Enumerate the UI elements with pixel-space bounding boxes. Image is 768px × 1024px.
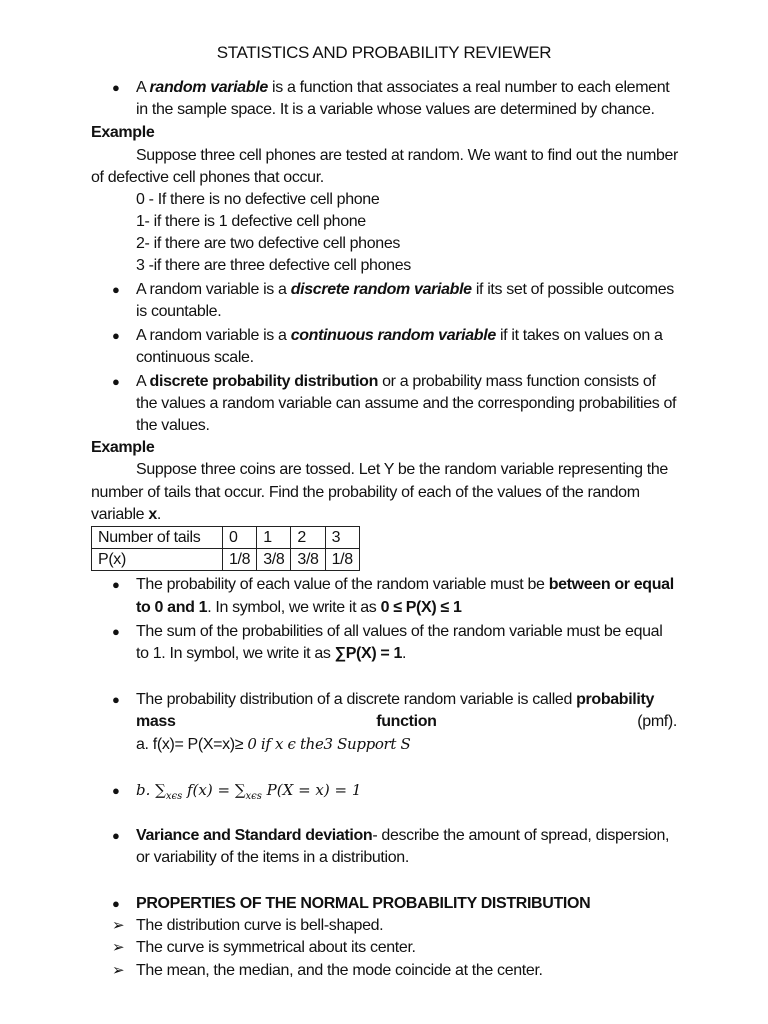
pmf-a-math: 0 𝑖𝑓 𝑥 𝜖 𝑡ℎ𝑒3 𝑆𝑢𝑝𝑝𝑜𝑟𝑡 𝑆 — [247, 735, 411, 753]
bullet-icon: ● — [112, 896, 120, 911]
bullet-icon: ● — [112, 624, 120, 639]
example-heading: Example — [91, 124, 155, 141]
variance-line1 — [136, 825, 669, 847]
rule2-formula: ∑P(X) = 1 — [334, 645, 403, 662]
discrete-rv-definition — [136, 279, 674, 301]
formula-b-sub1: 𝑥𝜖𝑠 — [165, 791, 183, 803]
probability-table — [91, 526, 360, 571]
variance-line2: or variability of the items in a distribution. — [136, 849, 409, 866]
formula-b-end: 𝑃(𝑋 = 𝑥) = 1 — [261, 781, 362, 799]
pmf-bold1: probability — [576, 691, 655, 708]
normal-property-2: The curve is symmetrical about its center. — [136, 939, 416, 956]
example2-line2: number of tails that occur. Find the probability of each of the values of the random — [91, 484, 640, 501]
formula-b — [136, 779, 361, 808]
bullet-icon: ● — [112, 783, 120, 798]
case-1: 1- if there is 1 defective cell phone — [136, 213, 366, 230]
bullet-icon: ● — [112, 374, 120, 389]
random-variable-definition — [136, 77, 669, 99]
rule1-pre: The probability of each value of the random variable must be — [136, 576, 549, 593]
example1-line2: of defective cell phones that occur. — [91, 169, 324, 186]
table-cell: 3/8 — [257, 549, 291, 571]
pmf-line2 — [136, 711, 677, 733]
table-row — [92, 549, 360, 571]
table-header-cell: P(x) — [92, 549, 223, 571]
table-cell: 0 — [223, 527, 257, 549]
continuous-def-term: continuous random variable — [290, 327, 496, 344]
discrete-def-term: discrete random variable — [290, 281, 472, 298]
pmf-a-pre: a. f(x)= P(X=x)≥ — [136, 736, 248, 753]
rule1-mid: . In symbol, we write it as — [207, 599, 381, 616]
pmf-bold2: mass — [136, 713, 176, 730]
rv-def-post: is a function that associates a real number to each element — [267, 79, 670, 96]
bullet-icon: ● — [112, 828, 120, 843]
pmf-post: (pmf). — [637, 713, 677, 730]
rv-def-line2: in the sample space. It is a variable whose values are determined by chance. — [136, 101, 655, 118]
table-cell: 2 — [291, 527, 325, 549]
dist-def-line3: the values. — [136, 417, 210, 434]
dist-def-post: or a probability mass function consists of — [378, 373, 656, 390]
bullet-icon: ● — [112, 282, 120, 297]
rule2-line2 — [136, 643, 406, 665]
variance-term: Variance and Standard deviation — [136, 827, 373, 844]
rule1-formula: 0 ≤ P(X) ≤ 1 — [380, 599, 462, 616]
continuous-def-post: if it takes on values on a — [495, 327, 663, 344]
table-cell: 1/8 — [325, 549, 359, 571]
arrow-bullet-icon: ➢ — [112, 917, 125, 934]
arrow-bullet-icon: ➢ — [112, 939, 125, 956]
pmf-line1 — [136, 689, 654, 711]
rule2-pre: to 1. In symbol, we write it as — [136, 645, 335, 662]
table-cell: 1/8 — [223, 549, 257, 571]
bullet-icon: ● — [112, 80, 120, 95]
bullet-icon: ● — [112, 577, 120, 592]
pmf-formula-a — [136, 733, 410, 756]
page-title: STATISTICS AND PROBABILITY REVIEWER — [216, 43, 552, 62]
rv-def-pre: A — [136, 79, 150, 96]
table-row — [92, 527, 360, 549]
normal-heading: PROPERTIES OF THE NORMAL PROBABILITY DISTRIBUTION — [136, 895, 591, 912]
rule2-post: . — [402, 645, 407, 662]
example1-line1: Suppose three cell phones are tested at random. We want to find out the number — [136, 147, 678, 164]
rule1-bold2: to 0 and 1 — [136, 599, 208, 616]
bullet-icon: ● — [112, 328, 120, 343]
arrow-bullet-icon: ➢ — [112, 962, 125, 979]
example2-line3-pre: variable — [91, 506, 149, 523]
formula-b-mid: 𝑓(𝑥) = ∑ — [182, 781, 246, 799]
distribution-definition — [136, 371, 656, 393]
case-2: 2- if there are two defective cell phones — [136, 235, 401, 252]
continuous-rv-definition — [136, 325, 663, 347]
example-heading: Example — [91, 439, 155, 456]
rule1-line1 — [136, 574, 674, 596]
discrete-def-line2: is countable. — [136, 303, 222, 320]
discrete-def-pre: A random variable is a — [136, 281, 291, 298]
continuous-def-pre: A random variable is a — [136, 327, 291, 344]
example2-line1: Suppose three coins are tossed. Let Y be the random variable representing the — [136, 461, 668, 478]
formula-b-sum1: 𝑏. ∑ — [136, 781, 166, 799]
formula-b-sub2: 𝑥𝜖𝑠 — [245, 791, 262, 803]
case-0: 0 - If there is no defective cell phone — [136, 191, 380, 208]
example2-line3-post: . — [156, 506, 161, 523]
table-cell: 3/8 — [291, 549, 325, 571]
rule2-line1: The sum of the probabilities of all values of the random variable must be equal — [136, 623, 663, 640]
normal-property-1: The distribution curve is bell-shaped. — [136, 917, 384, 934]
table-cell: 1 — [257, 527, 291, 549]
table-header-cell: Number of tails — [92, 527, 223, 549]
continuous-def-line2: continuous scale. — [136, 349, 254, 366]
pmf-bold3: function — [376, 713, 437, 730]
table-cell: 3 — [325, 527, 359, 549]
case-3: 3 -if there are three defective cell phones — [136, 257, 411, 274]
example2-var: x — [148, 506, 157, 523]
dist-def-pre: A — [136, 373, 150, 390]
bullet-icon: ● — [112, 692, 120, 707]
normal-property-3: The mean, the median, and the mode coincide at the center. — [136, 962, 543, 979]
rule1-bold1: between or equal — [548, 576, 674, 593]
pmf-pre: The probability distribution of a discrete random variable is called — [136, 691, 577, 708]
discrete-def-post: if its set of possible outcomes — [471, 281, 674, 298]
dist-def-term: discrete probability distribution — [149, 373, 379, 390]
rv-def-term: random variable — [149, 79, 268, 96]
example2-line3 — [91, 504, 161, 526]
rule1-line2 — [136, 597, 462, 619]
variance-post: - describe the amount of spread, dispersion, — [372, 827, 670, 844]
dist-def-line2: the values a random variable can assume and the corresponding probabilities of — [136, 395, 677, 412]
